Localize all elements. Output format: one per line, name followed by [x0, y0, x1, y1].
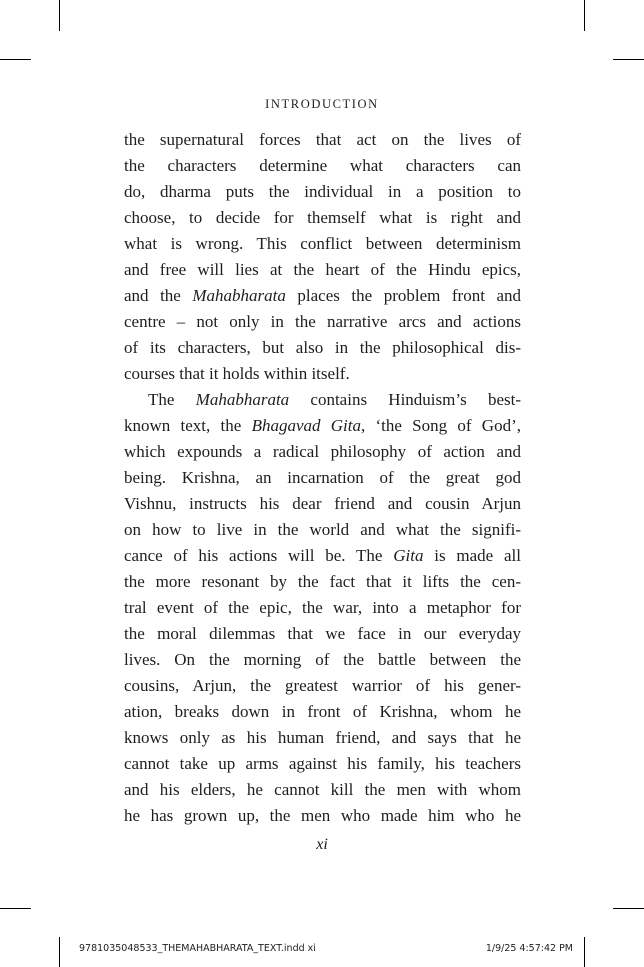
crop-mark-left-bottom [0, 908, 31, 909]
text-line: tral event of the epic, the war, into a metaphor for [124, 598, 521, 617]
text-line-indent: The Mahabharata contains Hinduism’s best- [148, 390, 521, 409]
crop-mark-bottom-right [584, 937, 585, 967]
title-bhagavad-gita: Bhagavad Gita [251, 416, 361, 435]
text-line: known text, the Bhagavad Gita, ‘the Song of God’, [124, 416, 521, 435]
text-line: the moral dilemmas that we face in our everyday [124, 624, 521, 643]
title-mahabharata: Mahabharata [195, 390, 290, 409]
text-line: cousins, Arjun, the greatest warrior of his gener- [124, 676, 521, 695]
page-number: xi [316, 836, 328, 853]
text-line: the supernatural forces that act on the lives of [124, 130, 521, 149]
text-line: on how to live in the world and what the signifi- [124, 520, 521, 539]
text-line: and the Mahabharata places the problem front and [124, 286, 521, 305]
text-line: cance of his actions will be. The Gita is made all [124, 546, 521, 565]
crop-mark-top-left [59, 0, 60, 31]
text-line: and his elders, he cannot kill the men with whom [124, 780, 521, 799]
text-line: Vishnu, instructs his dear friend and cousin Arjun [124, 494, 521, 513]
crop-mark-bottom-left [59, 937, 60, 967]
crop-mark-top-right [584, 0, 585, 31]
title-gita: Gita [393, 546, 424, 565]
text-line: being. Krishna, an incarnation of the great god [124, 468, 521, 487]
text-line: which expounds a radical philosophy of action and [124, 442, 521, 461]
body-text [124, 127, 521, 829]
text-line: and free will lies at the heart of the Hindu epics, [124, 260, 521, 279]
crop-mark-right-top [613, 59, 644, 60]
text-line: of its characters, but also in the philosophical dis- [124, 338, 521, 357]
text-line: centre – not only in the narrative arcs and actions [124, 312, 521, 331]
slug-file-name: 9781035048533_THEMAHABHARATA_TEXT.indd xi [79, 943, 316, 954]
text-line: the characters determine what characters can [124, 156, 521, 175]
title-mahabharata: Mahabharata [192, 286, 286, 305]
text-line: he has grown up, the men who made him who he [124, 806, 521, 825]
crop-mark-left-top [0, 59, 31, 60]
text-line: knows only as his human friend, and says that he [124, 728, 521, 747]
text-line: what is wrong. This conflict between determinism [124, 234, 521, 253]
text-line: the more resonant by the fact that it lifts the cen- [124, 572, 521, 591]
text-line: cannot take up arms against his family, his teachers [124, 754, 521, 773]
crop-mark-right-bottom [613, 908, 644, 909]
slug-timestamp: 1/9/25 4:57:42 PM [485, 943, 573, 954]
text-line: lives. On the morning of the battle between the [124, 650, 521, 669]
text-line: ation, breaks down in front of Krishna, whom he [124, 702, 521, 721]
running-head: INTRODUCTION [265, 97, 379, 111]
text-line: do, dharma puts the individual in a position to [124, 182, 521, 201]
text-line-last: courses that it holds within itself. [124, 364, 350, 383]
text-line: choose, to decide for themself what is right and [124, 208, 521, 227]
